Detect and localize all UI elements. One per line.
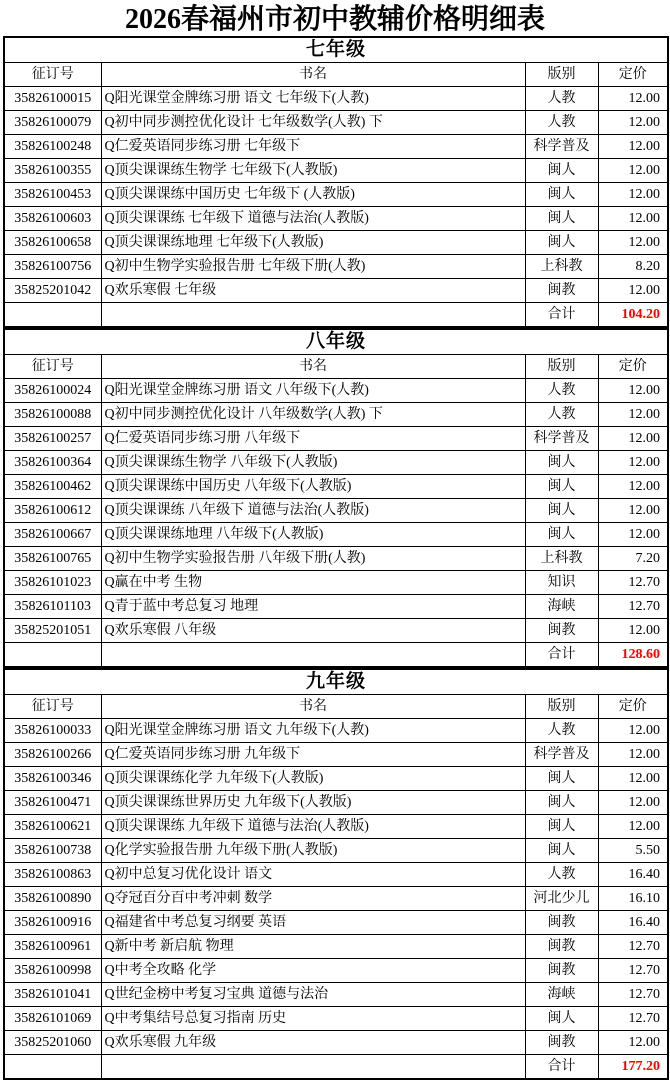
total-value: 104.20 [598, 303, 668, 328]
order-number-cell: 35826100756 [4, 255, 101, 279]
publisher-cell: 闽教 [525, 935, 598, 959]
empty-cell [4, 643, 101, 668]
table-row [4, 207, 668, 231]
publisher-cell: 闽教 [525, 279, 598, 303]
publisher-cell: 人教 [525, 719, 598, 743]
book-title-cell: Q顶尖课课练 七年级下 道德与法治(人教版) [101, 207, 525, 231]
book-title-cell: Q顶尖课课练世界历史 九年级下(人教版) [101, 791, 525, 815]
order-number-cell: 35826100471 [4, 791, 101, 815]
total-row [4, 1055, 668, 1080]
table-row [4, 619, 668, 643]
table-row [4, 255, 668, 279]
book-title-cell: Q初中总复习优化设计 语文 [101, 863, 525, 887]
table-row [4, 719, 668, 743]
table-row [4, 839, 668, 863]
table-row [4, 863, 668, 887]
table-row [4, 111, 668, 135]
order-number-cell: 35826100453 [4, 183, 101, 207]
book-title-cell: Q新中考 新启航 物理 [101, 935, 525, 959]
table-row [4, 87, 668, 111]
table-row [4, 451, 668, 475]
grade-section-table [3, 36, 669, 328]
price-cell: 12.00 [598, 279, 668, 303]
order-number-cell: 35826100612 [4, 499, 101, 523]
book-title-cell: Q世纪金榜中考复习宝典 道德与法治 [101, 983, 525, 1007]
book-title-cell: Q赢在中考 生物 [101, 571, 525, 595]
publisher-cell: 闽人 [525, 475, 598, 499]
table-row [4, 791, 668, 815]
order-number-cell: 35825201042 [4, 279, 101, 303]
column-header-price: 定价 [598, 63, 668, 87]
book-title-cell: Q初中同步测控优化设计 七年级数学(人教) 下 [101, 111, 525, 135]
price-cell: 5.50 [598, 839, 668, 863]
price-cell: 16.40 [598, 863, 668, 887]
column-header-order: 征订号 [4, 63, 101, 87]
order-number-cell: 35826100355 [4, 159, 101, 183]
price-cell: 12.00 [598, 135, 668, 159]
price-cell: 12.00 [598, 743, 668, 767]
book-title-cell: Q中考全攻略 化学 [101, 959, 525, 983]
price-cell: 16.10 [598, 887, 668, 911]
publisher-cell: 科学普及 [525, 427, 598, 451]
grade-section-table [3, 328, 669, 668]
book-title-cell: Q青于蓝中考总复习 地理 [101, 595, 525, 619]
column-header-edition: 版别 [525, 695, 598, 719]
table-row [4, 427, 668, 451]
page-title: 2026春福州市初中教辅价格明细表 [124, 4, 545, 35]
publisher-cell: 闽人 [525, 767, 598, 791]
price-cell: 12.00 [598, 767, 668, 791]
total-label: 合计 [525, 303, 598, 328]
total-row [4, 643, 668, 668]
table-row [4, 1007, 668, 1031]
publisher-cell: 闽教 [525, 1031, 598, 1055]
price-cell: 12.70 [598, 935, 668, 959]
total-label: 合计 [525, 1055, 598, 1080]
order-number-cell: 35826101103 [4, 595, 101, 619]
order-number-cell: 35826100603 [4, 207, 101, 231]
table-row [4, 935, 668, 959]
price-cell: 12.00 [598, 719, 668, 743]
price-cell: 12.00 [598, 451, 668, 475]
empty-cell [4, 1055, 101, 1080]
price-cell: 16.40 [598, 911, 668, 935]
price-cell: 7.20 [598, 547, 668, 571]
book-title-cell: Q仁爱英语同步练习册 七年级下 [101, 135, 525, 159]
price-cell: 12.70 [598, 595, 668, 619]
order-number-cell: 35826100079 [4, 111, 101, 135]
publisher-cell: 闽人 [525, 815, 598, 839]
publisher-cell: 河北少儿 [525, 887, 598, 911]
book-title-cell: Q中考集结号总复习指南 历史 [101, 1007, 525, 1031]
book-title-cell: Q顶尖课课练地理 七年级下(人教版) [101, 231, 525, 255]
total-row [4, 303, 668, 328]
table-row [4, 1031, 668, 1055]
order-number-cell: 35826100863 [4, 863, 101, 887]
book-title-cell: Q顶尖课课练 九年级下 道德与法治(人教版) [101, 815, 525, 839]
price-cell: 12.70 [598, 1007, 668, 1031]
column-header-order: 征订号 [4, 355, 101, 379]
publisher-cell: 人教 [525, 379, 598, 403]
price-cell: 12.00 [598, 87, 668, 111]
price-cell: 12.00 [598, 379, 668, 403]
price-cell: 12.00 [598, 475, 668, 499]
column-header-edition: 版别 [525, 63, 598, 87]
column-header-price: 定价 [598, 695, 668, 719]
publisher-cell: 海峡 [525, 983, 598, 1007]
publisher-cell: 闽人 [525, 231, 598, 255]
book-title-cell: Q欢乐寒假 八年级 [101, 619, 525, 643]
book-title-cell: Q初中生物学实验报告册 八年级下册(人教) [101, 547, 525, 571]
column-header-price: 定价 [598, 355, 668, 379]
publisher-cell: 闽人 [525, 523, 598, 547]
empty-cell [101, 643, 525, 668]
column-header-row [4, 695, 668, 719]
table-row [4, 571, 668, 595]
grade-sections [0, 36, 670, 1080]
price-cell: 8.20 [598, 255, 668, 279]
price-cell: 12.00 [598, 619, 668, 643]
order-number-cell: 35826101023 [4, 571, 101, 595]
book-title-cell: Q阳光课堂金牌练习册 语文 八年级下(人教) [101, 379, 525, 403]
table-row [4, 403, 668, 427]
table-row [4, 135, 668, 159]
book-title-cell: Q初中生物学实验报告册 七年级下册(人教) [101, 255, 525, 279]
table-row [4, 231, 668, 255]
column-header-row [4, 355, 668, 379]
column-header-edition: 版别 [525, 355, 598, 379]
table-row [4, 887, 668, 911]
book-title-cell: Q阳光课堂金牌练习册 语文 七年级下(人教) [101, 87, 525, 111]
book-title-cell: Q顶尖课课练中国历史 七年级下 (人教版) [101, 183, 525, 207]
publisher-cell: 闽教 [525, 959, 598, 983]
price-cell: 12.00 [598, 815, 668, 839]
order-number-cell: 35826100257 [4, 427, 101, 451]
publisher-cell: 闽人 [525, 1007, 598, 1031]
order-number-cell: 35826100015 [4, 87, 101, 111]
publisher-cell: 上科教 [525, 255, 598, 279]
book-title-cell: Q欢乐寒假 七年级 [101, 279, 525, 303]
order-number-cell: 35826100890 [4, 887, 101, 911]
publisher-cell: 闽教 [525, 911, 598, 935]
order-number-cell: 35826100621 [4, 815, 101, 839]
price-cell: 12.00 [598, 207, 668, 231]
book-title-cell: Q顶尖课课练 八年级下 道德与法治(人教版) [101, 499, 525, 523]
order-number-cell: 35826100248 [4, 135, 101, 159]
price-cell: 12.70 [598, 571, 668, 595]
book-title-cell: Q夺冠百分百中考冲刺 数学 [101, 887, 525, 911]
table-row [4, 159, 668, 183]
book-title-cell: Q阳光课堂金牌练习册 语文 九年级下(人教) [101, 719, 525, 743]
price-cell: 12.00 [598, 427, 668, 451]
total-value: 177.20 [598, 1055, 668, 1080]
empty-cell [101, 303, 525, 328]
grade-title: 七年级 [4, 37, 668, 63]
book-title-cell: Q顶尖课课练生物学 八年级下(人教版) [101, 451, 525, 475]
order-number-cell: 35826100346 [4, 767, 101, 791]
grade-title: 九年级 [4, 669, 668, 695]
total-value: 128.60 [598, 643, 668, 668]
publisher-cell: 闽人 [525, 207, 598, 231]
publisher-cell: 闽人 [525, 183, 598, 207]
price-cell: 12.00 [598, 523, 668, 547]
price-cell: 12.00 [598, 231, 668, 255]
table-row [4, 767, 668, 791]
book-title-cell: Q化学实验报告册 九年级下册(人教版) [101, 839, 525, 863]
price-cell: 12.70 [598, 959, 668, 983]
column-header-row [4, 63, 668, 87]
column-header-book: 书名 [101, 695, 525, 719]
grade-title-row [4, 37, 668, 63]
publisher-cell: 闽人 [525, 499, 598, 523]
book-title-cell: Q仁爱英语同步练习册 八年级下 [101, 427, 525, 451]
price-cell: 12.70 [598, 983, 668, 1007]
column-header-order: 征订号 [4, 695, 101, 719]
table-row [4, 499, 668, 523]
grade-title: 八年级 [4, 329, 668, 355]
table-row [4, 911, 668, 935]
table-row [4, 379, 668, 403]
order-number-cell: 35826101041 [4, 983, 101, 1007]
book-title-cell: Q顶尖课课练中国历史 八年级下(人教版) [101, 475, 525, 499]
grade-section-table [3, 668, 669, 1080]
total-label: 合计 [525, 643, 598, 668]
publisher-cell: 闽人 [525, 839, 598, 863]
publisher-cell: 上科教 [525, 547, 598, 571]
order-number-cell: 35826100088 [4, 403, 101, 427]
book-title-cell: Q福建省中考总复习纲要 英语 [101, 911, 525, 935]
publisher-cell: 闽教 [525, 619, 598, 643]
price-cell: 12.00 [598, 499, 668, 523]
order-number-cell: 35825201060 [4, 1031, 101, 1055]
order-number-cell: 35826100667 [4, 523, 101, 547]
table-row [4, 183, 668, 207]
order-number-cell: 35826101069 [4, 1007, 101, 1031]
book-title-cell: Q顶尖课课练生物学 七年级下(人教版) [101, 159, 525, 183]
price-cell: 12.00 [598, 403, 668, 427]
publisher-cell: 人教 [525, 863, 598, 887]
publisher-cell: 科学普及 [525, 135, 598, 159]
column-header-book: 书名 [101, 63, 525, 87]
price-cell: 12.00 [598, 159, 668, 183]
grade-title-row [4, 329, 668, 355]
publisher-cell: 人教 [525, 403, 598, 427]
order-number-cell: 35826100998 [4, 959, 101, 983]
order-number-cell: 35826100462 [4, 475, 101, 499]
book-title-cell: Q初中同步测控优化设计 八年级数学(人教) 下 [101, 403, 525, 427]
table-row [4, 815, 668, 839]
book-title-cell: Q仁爱英语同步练习册 九年级下 [101, 743, 525, 767]
table-row [4, 523, 668, 547]
order-number-cell: 35826100266 [4, 743, 101, 767]
publisher-cell: 闽人 [525, 791, 598, 815]
empty-cell [101, 1055, 525, 1080]
order-number-cell: 35826100738 [4, 839, 101, 863]
order-number-cell: 35826100961 [4, 935, 101, 959]
order-number-cell: 35826100765 [4, 547, 101, 571]
price-cell: 12.00 [598, 183, 668, 207]
table-row [4, 983, 668, 1007]
table-row [4, 959, 668, 983]
price-cell: 12.00 [598, 111, 668, 135]
book-title-cell: Q顶尖课课练地理 八年级下(人教版) [101, 523, 525, 547]
table-row [4, 547, 668, 571]
column-header-book: 书名 [101, 355, 525, 379]
order-number-cell: 35826100024 [4, 379, 101, 403]
price-cell: 12.00 [598, 1031, 668, 1055]
table-row [4, 279, 668, 303]
empty-cell [4, 303, 101, 328]
publisher-cell: 人教 [525, 111, 598, 135]
book-title-cell: Q顶尖课课练化学 九年级下(人教版) [101, 767, 525, 791]
order-number-cell: 35826100364 [4, 451, 101, 475]
order-number-cell: 35826100916 [4, 911, 101, 935]
publisher-cell: 闽人 [525, 451, 598, 475]
publisher-cell: 海峡 [525, 595, 598, 619]
table-row [4, 743, 668, 767]
order-number-cell: 35826100658 [4, 231, 101, 255]
publisher-cell: 科学普及 [525, 743, 598, 767]
grade-title-row [4, 669, 668, 695]
table-row [4, 595, 668, 619]
publisher-cell: 知识 [525, 571, 598, 595]
book-title-cell: Q欢乐寒假 九年级 [101, 1031, 525, 1055]
order-number-cell: 35825201051 [4, 619, 101, 643]
order-number-cell: 35826100033 [4, 719, 101, 743]
table-row [4, 475, 668, 499]
price-cell: 12.00 [598, 791, 668, 815]
publisher-cell: 闽人 [525, 159, 598, 183]
publisher-cell: 人教 [525, 87, 598, 111]
